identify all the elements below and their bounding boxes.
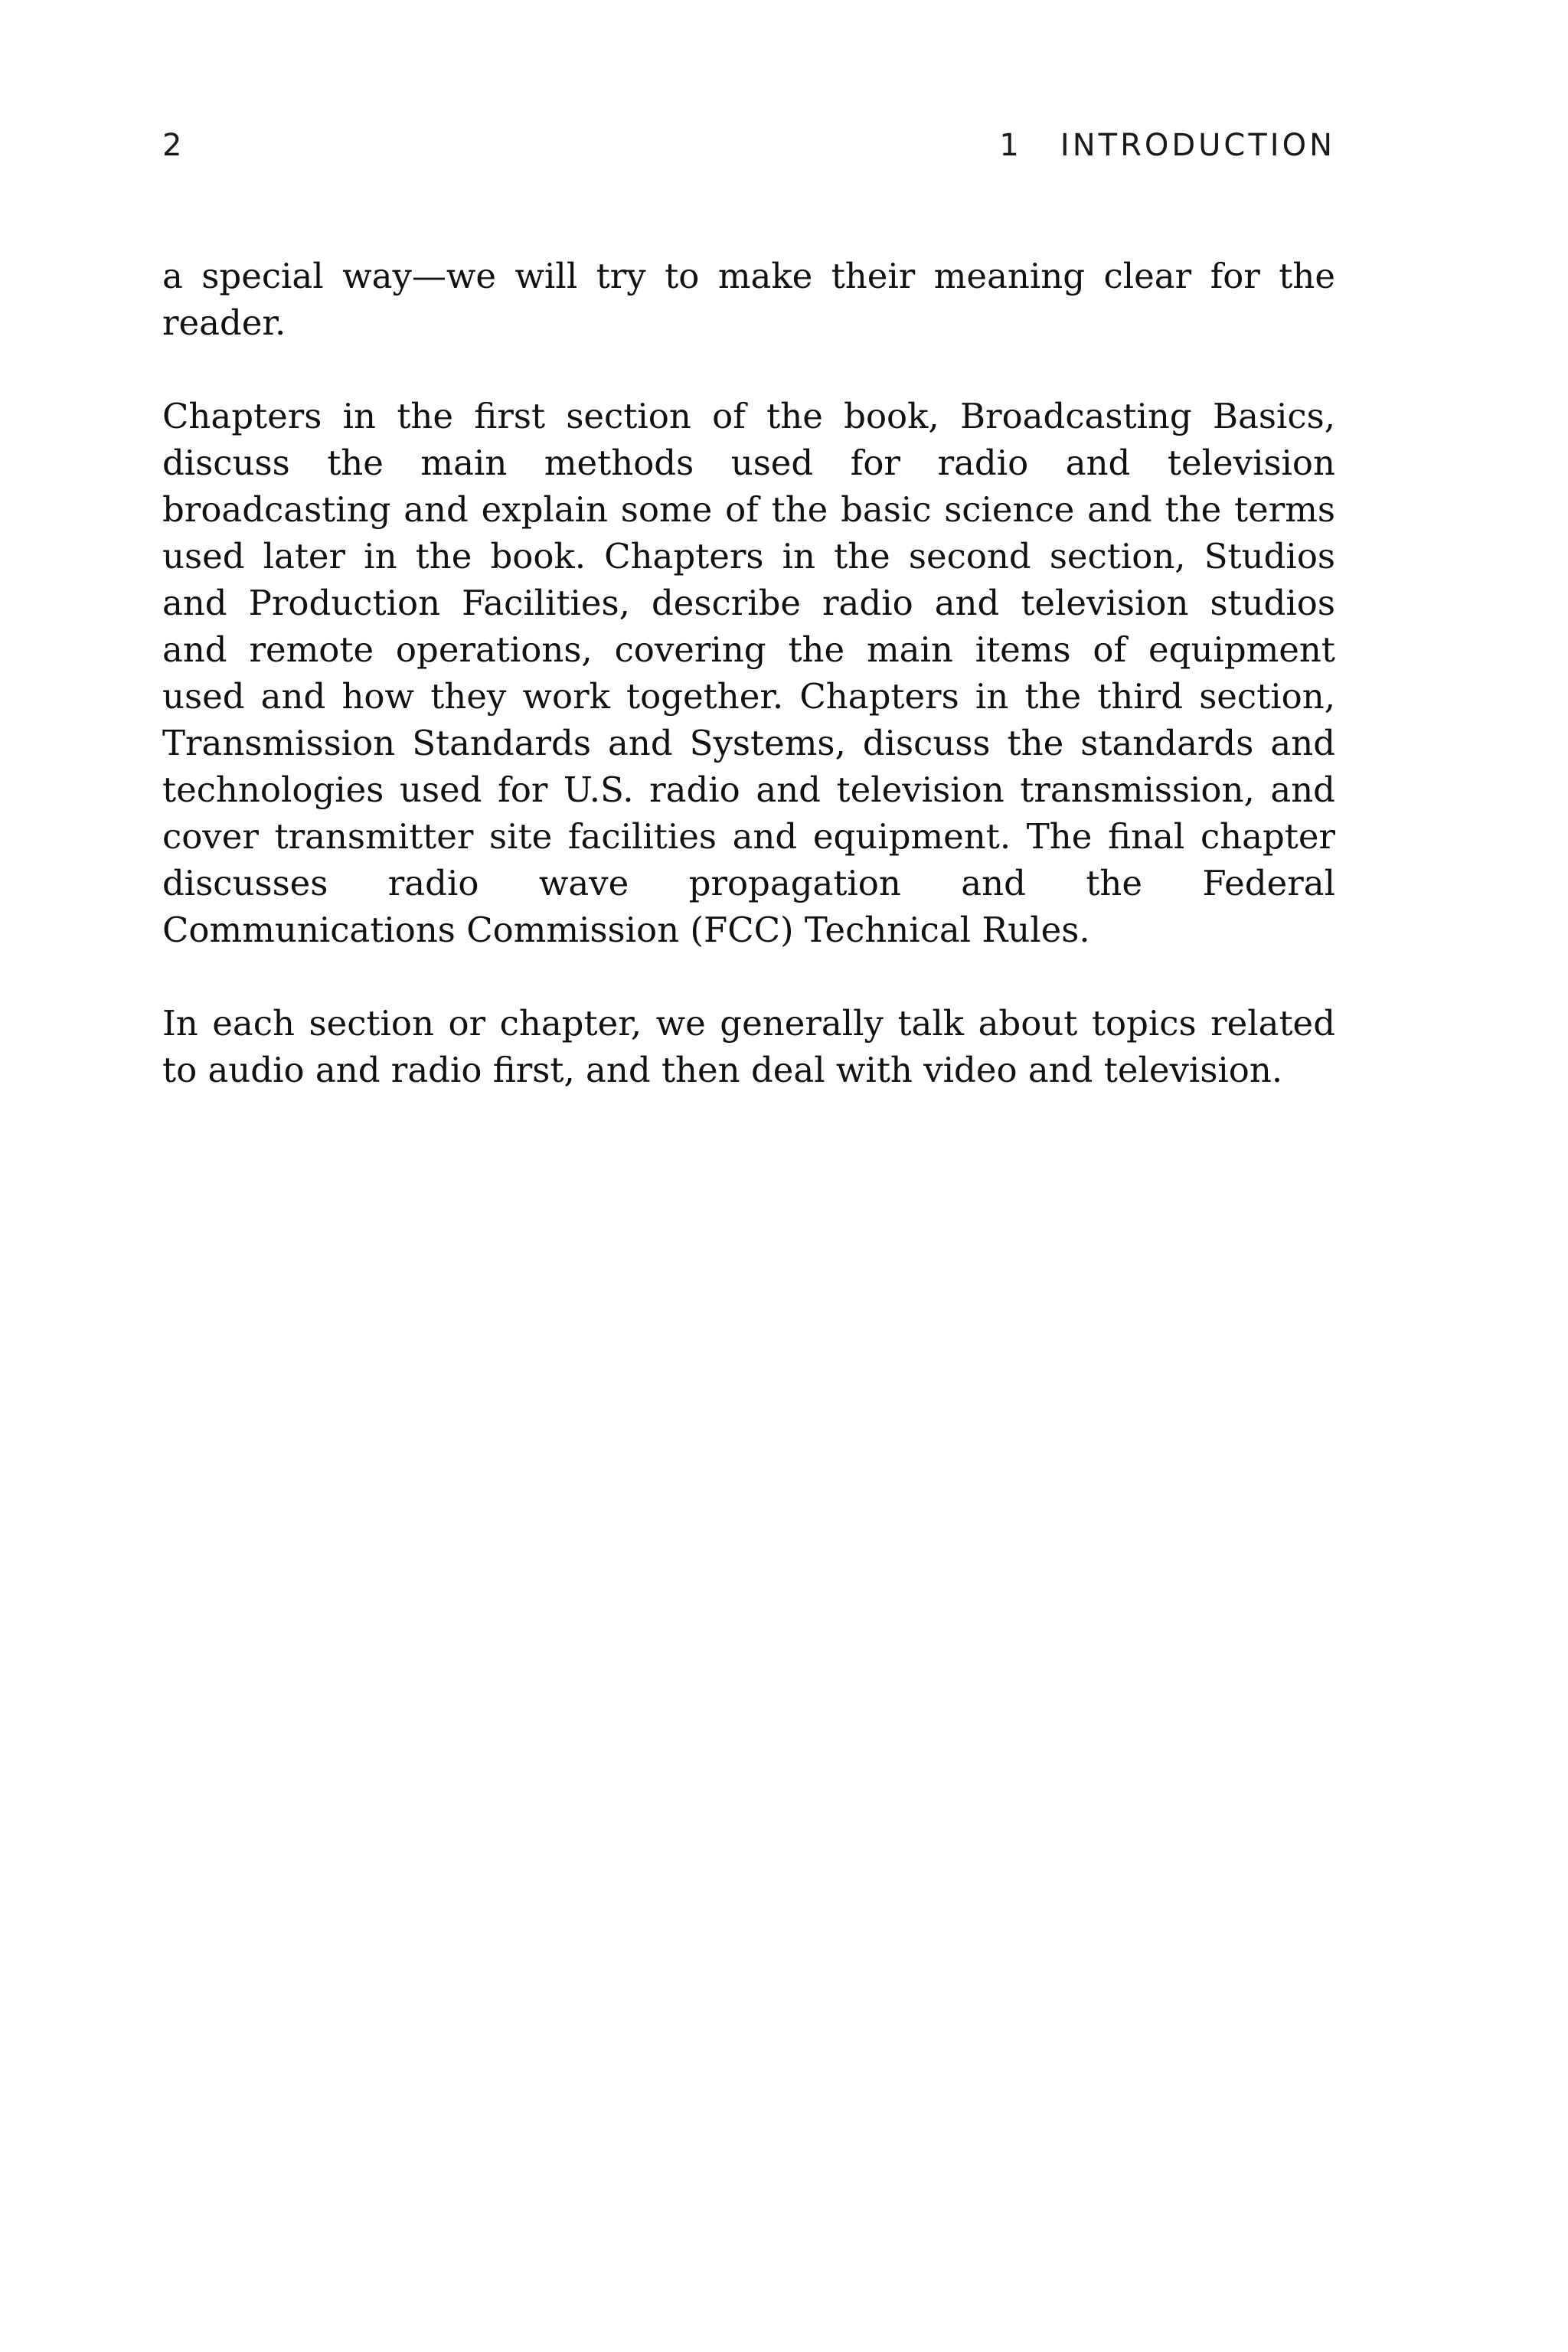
- chapter-running-title: [999, 122, 1335, 168]
- chapter-number: 1: [999, 128, 1022, 163]
- paragraph: In each section or chapter, we generally talk about topics related to audio and radio first, and then deal with video and television.: [162, 1003, 1335, 1090]
- body-text: [162, 253, 1335, 1093]
- paragraph: Chapters in the first section of the book, Broadcasting Basics, discuss the main methods used for radio and television broadcasting and explain some of the basic science and the terms used later in the book. Chapters in the second section, Studios and Production Facilities, describe radio and television studios and remote operations, covering the main items of equipment used and how they work together. Chapters in the third section, Transmission Standards and Systems, discuss the standards and technologies used for U.S. radio and television transmission, and cover transmitter site facilities and equipment. The final chapter discusses radio wave propagation and the Federal Communications Commission (FCC) Technical Rules.: [162, 396, 1335, 950]
- paragraph: a special way—we will try to make their meaning clear for the reader.: [162, 256, 1335, 343]
- chapter-title: INTRODUCTION: [1060, 128, 1335, 163]
- page-number: 2: [162, 128, 182, 163]
- running-head: [162, 122, 1335, 168]
